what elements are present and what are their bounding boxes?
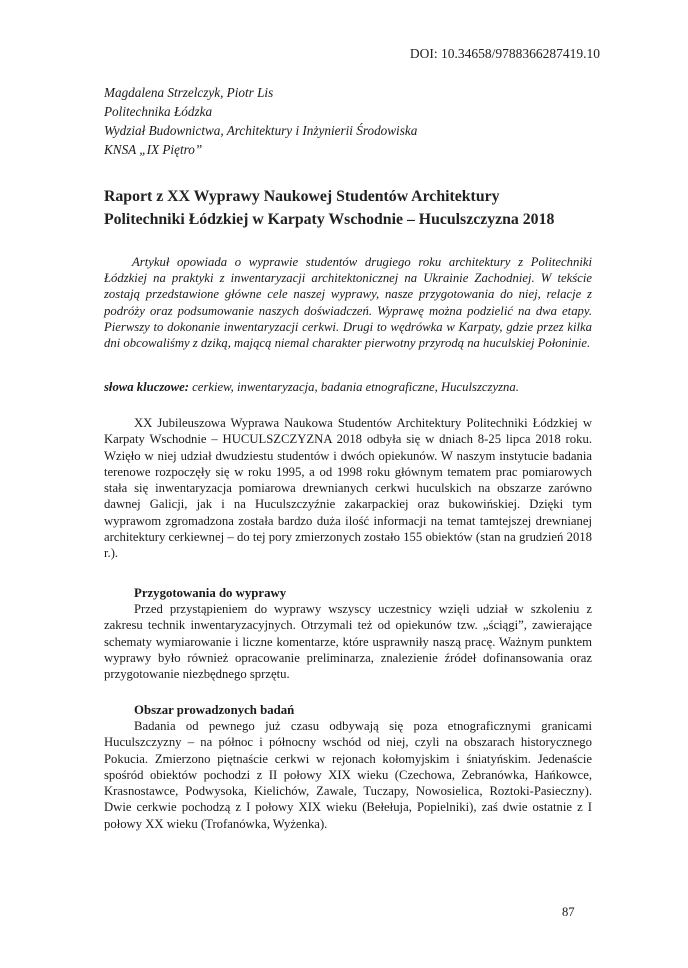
doi: DOI: 10.34658/9788366287419.10	[409, 46, 600, 61]
article-title	[104, 185, 594, 231]
author-names: Magdalena Strzelczyk, Piotr Lis	[104, 85, 274, 100]
abstract: Artykuł opowiada o wyprawie studentów drugiego roku architektury z Politechniki Łódzkiej na praktyki z inwentaryzacji architektonicznej na Ukrainie Zachodniej. W tekście zostają przedstawione główne cele naszej wyprawy, nasze przygotowania do niej, relacje z podróży oraz podsumowanie naszych doświadczeń. Wyprawę można podzielić na dwa etapy. Pierwszy to dokonanie inwentaryzacji cerkwi. Drugi to wędrówka w Karpaty, gdzie przez kilka dni obcowaliśmy z dziką, mającą niemal charakter pierwotny przyrodą na huculskiej Połoninie.	[104, 255, 592, 351]
author-block	[104, 83, 584, 159]
section-paragraph-preparations: Przed przystąpieniem do wyprawy wszyscy uczestnicy wzięli udział w szkoleniu z zakresu technik inwentaryzacyjnych. Otrzymali też od opiekunów tzw. „ściągi”, zawierające schematy wymiarowanie i liczne komentarze, które usprawniły naszą pracę. Ważnym punktem wyprawy było również opracowanie preliminarza, znalezienie źródeł dofinansowania oraz przygotowanie niezbędnego sprzętu.	[104, 602, 592, 682]
keywords	[104, 379, 592, 395]
title-line-1: Raport z XX Wyprawy Naukowej Studentów Architektury	[104, 188, 500, 205]
author-university: Politechnika Łódzka	[104, 104, 213, 119]
keywords-label: słowa kluczowe:	[104, 380, 189, 394]
section-heading-research-area: Obszar prowadzonych badań	[134, 703, 295, 717]
title-line-2: Politechniki Łódzkiej w Karpaty Wschodnie – Huculszczyzna 2018	[104, 211, 555, 228]
author-club: KNSA „IX Piętro”	[104, 142, 203, 157]
section-paragraph-research-area: Badania od pewnego już czasu odbywają się poza etnograficznymi granicami Huculszczyzny – na północ i północny wschód od niej, czyli na obszarach historycznego Pokucia. Zmierzono piętnaście cerkwi w rejonach kołomyjskim i śniatyńskim. Jedenaście spośród obiektów pochodzi z II połowy XIX wieku (Czechowa, Zebranówka, Hańkowce, Krasnostawce, Podwysoka, Kielichów, Zawale, Tuczapy, Nowosielica, Roztoki-Pasieczny). Dwie cerkwie pochodzą z I połowy XIX wieku (Bełełuja, Popielniki), zaś dwie ostatnie z I połowy XX wieku (Trofanówka, Wyżenka).	[104, 719, 592, 831]
section-heading-preparations: Przygotowania do wyprawy	[134, 586, 287, 600]
intro-paragraph: XX Jubileuszowa Wyprawa Naukowa Studentów Architektury Politechniki Łódzkiej w Karpaty Wschodnie – HUCULSZCZYZNA 2018 odbyła się w dniach 8-25 lipca 2018 roku. Wzięło w niej udział dwudziestu studentów i dwóch opiekunów. W naszym instytucie badania terenowe rozpoczęły się w roku 1995, a od 1998 roku głównym tematem prac pomiarowych stała się inwentaryzacja pomiarowa drewnianych cerkwi huculskich na obszarze zarówno dawnej Galicji, jak i na Huculszczyźnie zakarpackiej oraz bukowińskiej. Dzięki tym wyprawom zgromadzona została bardzo duża ilość informacji na temat tamtejszej drewnianej architektury cerkiewnej – do tej pory zmierzonych zostało 155 obiektów (stan na grudzień 2018 r.).	[104, 416, 592, 561]
author-faculty: Wydział Budownictwa, Architektury i Inżynierii Środowiska	[104, 123, 418, 138]
page-number: 87	[562, 905, 575, 919]
keywords-text: cerkiew, inwentaryzacja, badania etnograficzne, Huculszczyzna.	[188, 380, 519, 394]
